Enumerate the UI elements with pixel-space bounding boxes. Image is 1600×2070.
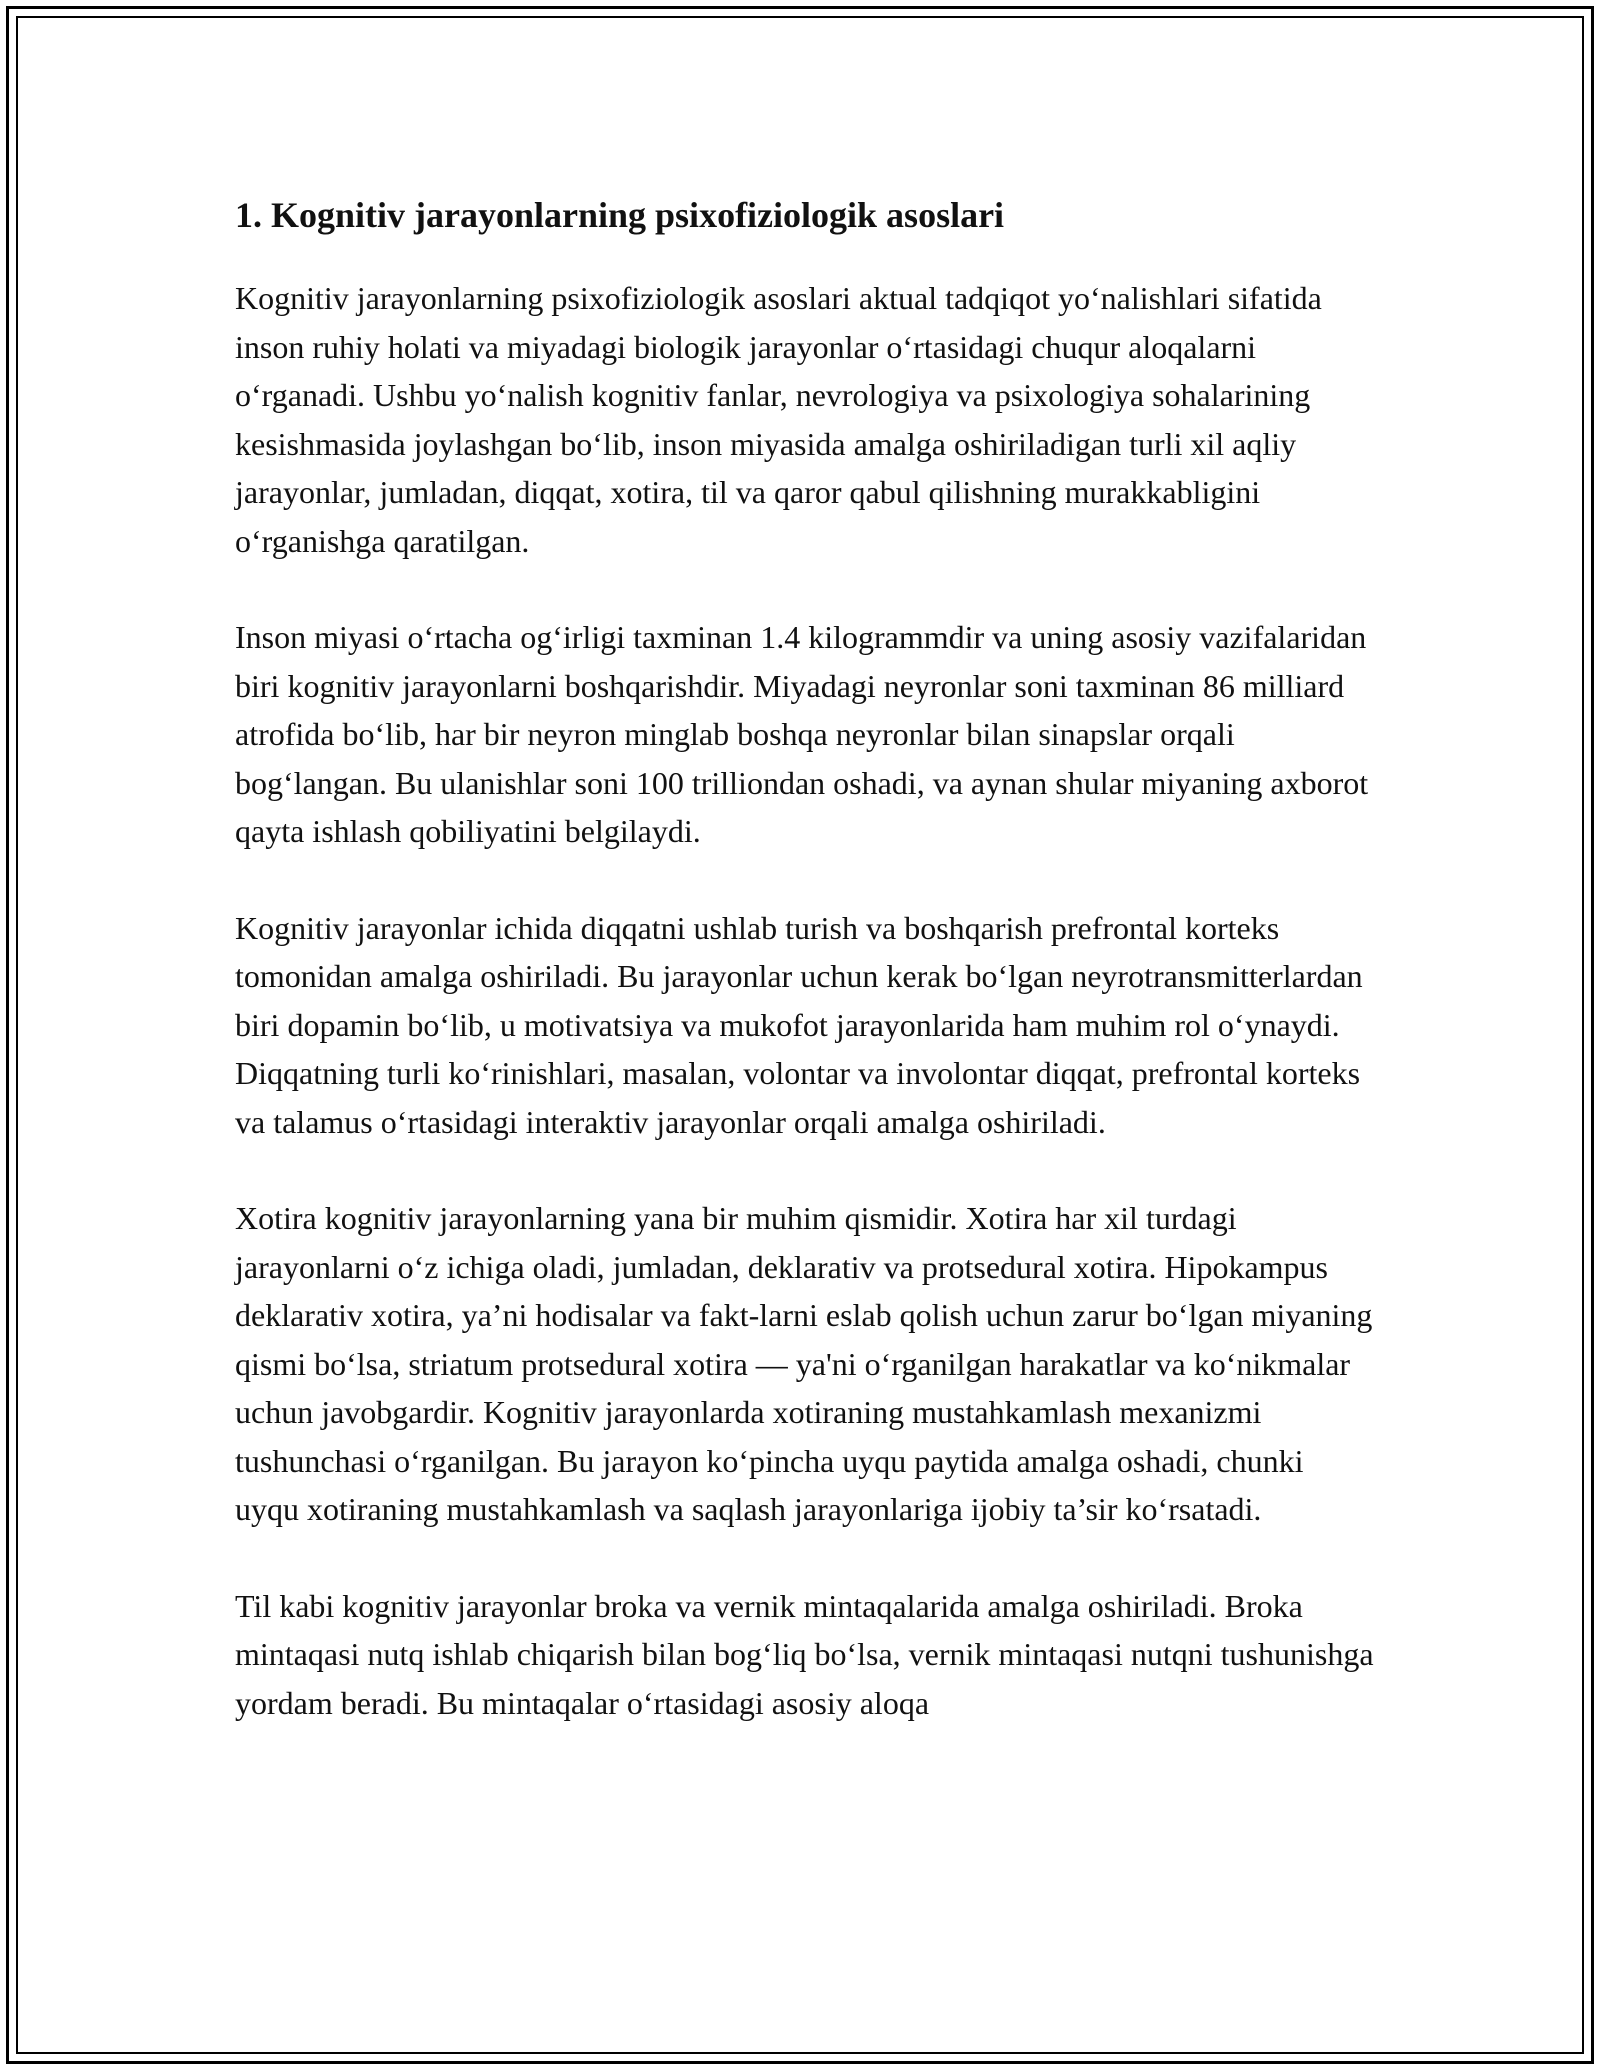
paragraph-3: Kognitiv jarayonlar ichida diqqatni ushlab turish va boshqarish prefrontal korteks tomonidan amalga oshiriladi. Bu jarayonlar uchun kerak bo‘lgan neyrotransmitterlardan biri dopamin bo‘lib, u motivatsiya va mukofot jarayonlarida ham muhim rol o‘ynaydi. Diqqatning turli ko‘rinishlari, masalan, volontar va involontar diqqat, prefrontal korteks va talamus o‘rtasidagi interaktiv jarayonlar orqali amalga oshiriladi. bbox=[235, 909, 1363, 1140]
paragraph-2: Inson miyasi o‘rtacha og‘irligi taxminan 1.4 kilogrammdir va uning asosiy vazifalaridan biri kognitiv jarayonlarni boshqarishdir. Miyadagi neyronlar soni taxminan 86 milliard atrofida bo‘lib, har bir neyron minglab boshqa neyronlar bilan sinapslar orqali bog‘langan. Bu ulanishlar soni 100 trilliondan oshadi, va aynan shular miyaning axborot qayta ishlash qobiliyatini belgilaydi. bbox=[235, 619, 1369, 849]
section-title: 1. Kognitiv jarayonlarning psixofiziologik asoslari bbox=[235, 195, 1005, 235]
paragraph-5: Til kabi kognitiv jarayonlar broka va vernik mintaqalarida amalga oshiriladi. Broka mintaqasi nutq ishlab chiqarish bilan bog‘liq bo‘lsa, vernik mintaqasi nutqni tushunishga yordam beradi. Bu mintaqalar o‘rtasidagi asosiy aloqa bbox=[235, 1587, 1374, 1721]
document-body bbox=[235, 188, 1375, 1775]
paragraph-1: Kognitiv jarayonlarning psixofiziologik asoslari aktual tadqiqot yo‘nalishlari sifatida inson ruhiy holati va miyadagi biologik jarayonlar o‘rtasidagi chuqur aloqalarni o‘rganadi. Ushbu yo‘nalish kognitiv fanlar, nevrologiya va psixologiya sohalarining kesishmasida joylashgan bo‘lib, inson miyasida amalga oshiriladigan turli xil aqliy jarayonlar, jumladan, diqqat, xotira, til va qaror qabul qilishning murakkabligini o‘rganishga qaratilgan. bbox=[235, 280, 1322, 559]
paragraph-4: Xotira kognitiv jarayonlarning yana bir muhim qismidir. Xotira har xil turdagi jarayonlarni o‘z ichiga oladi, jumladan, deklarativ va protsedural xotira. Hipokampus deklarativ xotira, ya’ni hodisalar va fakt-larni eslab qolish uchun zarur bo‘lgan miyaning qismi bo‘lsa, striatum protsedural xotira — ya'ni o‘rganilgan harakatlar va ko‘nikmalar uchun javobgardir. Kognitiv jarayonlarda xotiraning mustahkamlash mexanizmi tushunchasi o‘rganilgan. Bu jarayon ko‘pincha uyqu paytida amalga oshadi, chunki uyqu xotiraning mustahkamlash va saqlash jarayonlariga ijobiy ta’sir ko‘rsatadi. bbox=[235, 1200, 1373, 1527]
